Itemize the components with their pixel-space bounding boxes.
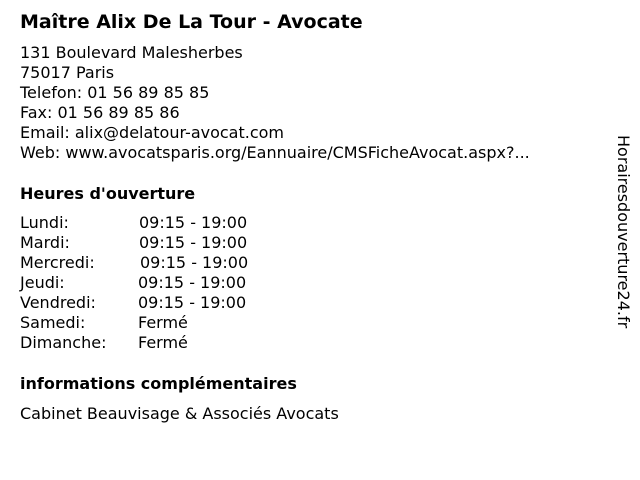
hours-value: 09:15 - 19:00: [138, 293, 247, 312]
hours-value: 09:15 - 19:00: [138, 273, 247, 292]
hours-value: 09:15 - 19:00: [140, 253, 249, 272]
day-label: Lundi:: [20, 213, 69, 232]
address-city: 75017 Paris: [20, 63, 115, 82]
day-label: Samedi:: [20, 313, 86, 332]
site-brand-watermark: Horairesdouverture24.fr: [614, 135, 633, 329]
day-label: Dimanche:: [20, 333, 107, 352]
day-label: Mardi:: [20, 233, 70, 252]
phone-number: Telefon: 01 56 89 85 85: [20, 83, 210, 102]
hours-value: 09:15 - 19:00: [139, 213, 248, 232]
hours-row-sunday: [20, 333, 320, 353]
hours-row-saturday: [20, 313, 320, 333]
day-label: Vendredi:: [20, 293, 96, 312]
contact-block: [20, 43, 530, 163]
hours-value: 09:15 - 19:00: [139, 233, 248, 252]
additional-info-heading: informations complémentaires: [20, 374, 297, 393]
hours-row-monday: [20, 213, 320, 233]
day-label: Jeudi:: [20, 273, 65, 292]
page-title: Maître Alix De La Tour - Avocate: [20, 11, 363, 33]
day-label: Mercredi:: [20, 253, 95, 272]
hours-row-tuesday: [20, 233, 320, 253]
hours-value: Fermé: [138, 333, 188, 352]
hours-row-thursday: [20, 273, 320, 293]
additional-info-text: Cabinet Beauvisage & Associés Avocats: [20, 404, 339, 423]
fax-number: Fax: 01 56 89 85 86: [20, 103, 180, 122]
hours-row-friday: [20, 293, 320, 313]
opening-hours-heading: Heures d'ouverture: [20, 184, 196, 203]
address-street: 131 Boulevard Malesherbes: [20, 43, 243, 62]
email-address: Email: alix@delatour-avocat.com: [20, 123, 285, 142]
website-url: Web: www.avocatsparis.org/Eannuaire/CMSFicheAvocat.aspx?...: [20, 143, 530, 162]
opening-hours-list: [20, 213, 320, 353]
hours-row-wednesday: [20, 253, 320, 273]
hours-value: Fermé: [138, 313, 188, 332]
